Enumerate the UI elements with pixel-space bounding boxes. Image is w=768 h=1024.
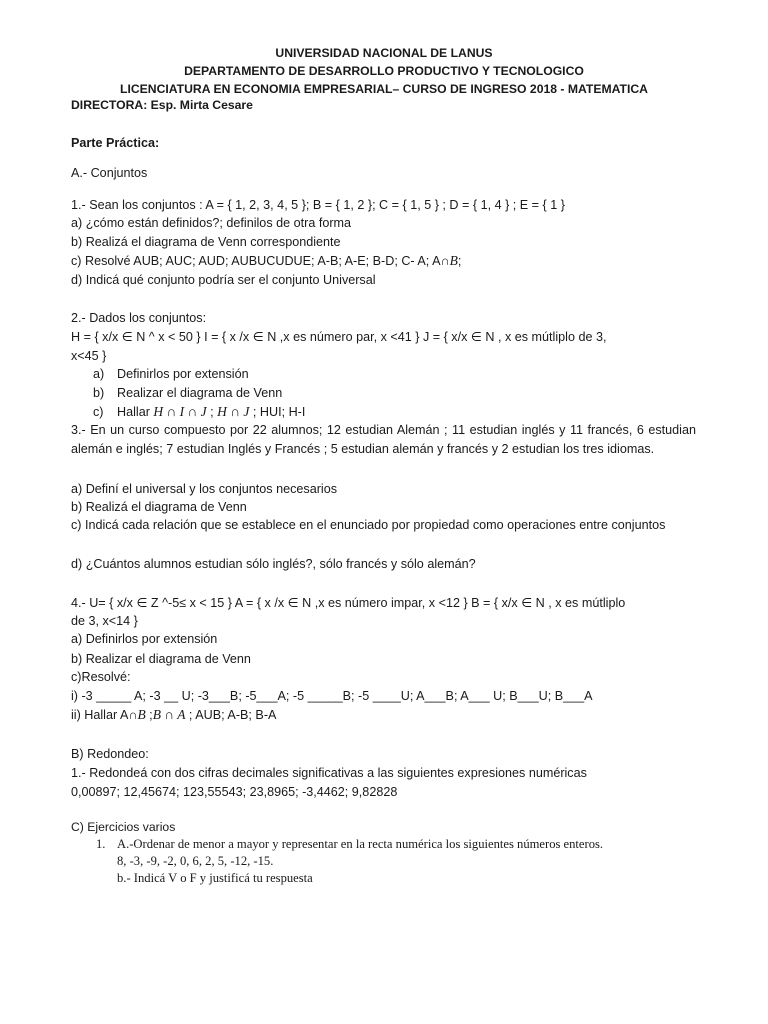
section-c-item-marker: 1. <box>96 837 106 851</box>
ex4-item-i: i) -3 _____ A; -3 __ U; -3___B; -5___A; -5 _____B; -5 ____U; A___B; A___ U; B___U; B___A <box>71 689 593 703</box>
department-name: DEPARTAMENTO DE DESARROLLO PRODUCTIVO Y TECNOLOGICO <box>184 64 584 78</box>
ex4-statement-line2: de 3, x<14 } <box>71 614 138 628</box>
ex2-item-c-sep: ; <box>206 405 218 419</box>
ex2-item-c-math1: H ∩ I ∩ J <box>153 404 207 419</box>
ex4-statement-line1: 4.- U= { x/x ∈ Z ^-5≤ x < 15 } A = { x /x ∈ N ,x es número impar, x <12 } B = { x/x ∈ N , x es mútliplo <box>71 596 626 610</box>
section-c-title: C) Ejercicios varios <box>71 820 176 834</box>
ex2-item-c <box>117 403 305 421</box>
section-c-item-a: A.-Ordenar de menor a mayor y representar en la recta numérica los siguientes números enteros. <box>117 837 604 851</box>
section-c-item-b: b.- Indicá V o F y justificá tu respuesta <box>117 871 313 885</box>
directora-line: DIRECTORA: Esp. Mirta Cesare <box>71 98 253 112</box>
ex4-item-ii-math1: B <box>137 707 146 722</box>
ex1-item-c-end: ; <box>457 254 462 268</box>
ex1-item-b: b) Realizá el diagrama de Venn correspondiente <box>71 235 341 249</box>
university-name: UNIVERSIDAD NACIONAL DE LANUS <box>275 46 493 60</box>
ex3-item-a: a) Definí el universal y los conjuntos necesarios <box>71 482 337 496</box>
section-a-title: A.- Conjuntos <box>71 166 148 180</box>
ex4-item-ii-math2: B ∩ A <box>152 707 186 722</box>
ex2-sets-line2: x<45 } <box>71 349 107 363</box>
ex2-item-a: Definirlos por extensión <box>117 367 249 381</box>
ex2-item-c-marker: c) <box>93 405 104 419</box>
ex3-statement: 3.- En un curso compuesto por 22 alumnos; 12 estudian Alemán ; 11 estudian inglés y 11 francés, 6 estudian alemán e inglés; 7 estudian Inglés y Francés ; 5 estudian alemán y francés y 2 estudian los tres idiomas. <box>71 423 696 456</box>
ex3-item-d: d) ¿Cuántos alumnos estudian sólo inglés?, sólo francés y sólo alemán? <box>71 557 476 571</box>
course-name: LICENCIATURA EN ECONOMIA EMPRESARIAL– CURSO DE INGRESO 2018 - MATEMATICA <box>120 82 648 96</box>
ex4-item-ii-end: ; AUB; A-B; B-A <box>185 708 277 722</box>
document-header <box>0 44 768 98</box>
section-c-numbers: 8, -3, -9, -2, 0, 6, 2, 5, -12, -15. <box>117 854 274 868</box>
ex1-item-d: d) Indicá qué conjunto podría ser el conjunto Universal <box>71 273 376 287</box>
ex1-item-c-text: c) Resolvé AUB; AUC; AUD; AUBUCUDUE; A-B; A-E; B-D; C- A; A∩ <box>71 254 450 268</box>
ex4-item-ii-sep: ; <box>145 708 153 722</box>
ex4-item-ii-pre: ii) Hallar A∩ <box>71 708 138 722</box>
ex3-item-b: b) Realizá el diagrama de Venn <box>71 500 247 514</box>
ex1-item-a: a) ¿cómo están definidos?; definilos de otra forma <box>71 216 352 230</box>
ex2-title: 2.- Dados los conjuntos: <box>71 311 207 325</box>
section-b-numbers: 0,00897; 12,45674; 123,55543; 23,8965; -3,4462; 9,82828 <box>71 785 398 799</box>
section-b-title: B) Redondeo: <box>71 747 149 761</box>
ex4-item-a: a) Definirlos por extensión <box>71 632 218 646</box>
ex1-item-c-math: B <box>449 253 458 268</box>
ex2-item-b-marker: b) <box>93 386 105 400</box>
ex2-item-c-text: Hallar <box>117 405 150 419</box>
ex4-item-c: c)Resolvé: <box>71 670 131 684</box>
ex1-item-c <box>71 252 461 270</box>
ex4-item-b: b) Realizar el diagrama de Venn <box>71 652 251 666</box>
parte-practica-heading: Parte Práctica: <box>71 136 160 150</box>
ex2-item-a-marker: a) <box>93 367 105 381</box>
ex3-item-c: c) Indicá cada relación que se establece en el enunciado por propiedad como operaciones entre conjuntos <box>71 518 666 532</box>
section-b-ex1: 1.- Redondeá con dos cifras decimales significativas a las siguientes expresiones numéricas <box>71 766 587 780</box>
ex4-item-ii <box>71 706 276 724</box>
ex2-item-c-end: ; HUI; H-I <box>249 405 306 419</box>
ex2-item-c-math2: H ∩ J <box>217 404 250 419</box>
ex2-item-b: Realizar el diagrama de Venn <box>117 386 283 400</box>
ex1-statement: 1.- Sean los conjuntos : A = { 1, 2, 3, 4, 5 }; B = { 1, 2 }; C = { 1, 5 } ; D = { 1, 4 } ; E = { 1 } <box>71 198 565 212</box>
ex2-sets-line1: H = { x/x ∈ N ^ x < 50 } I = { x /x ∈ N ,x es número par, x <41 } J = { x/x ∈ N , x es mútliplo de 3, <box>71 330 607 344</box>
